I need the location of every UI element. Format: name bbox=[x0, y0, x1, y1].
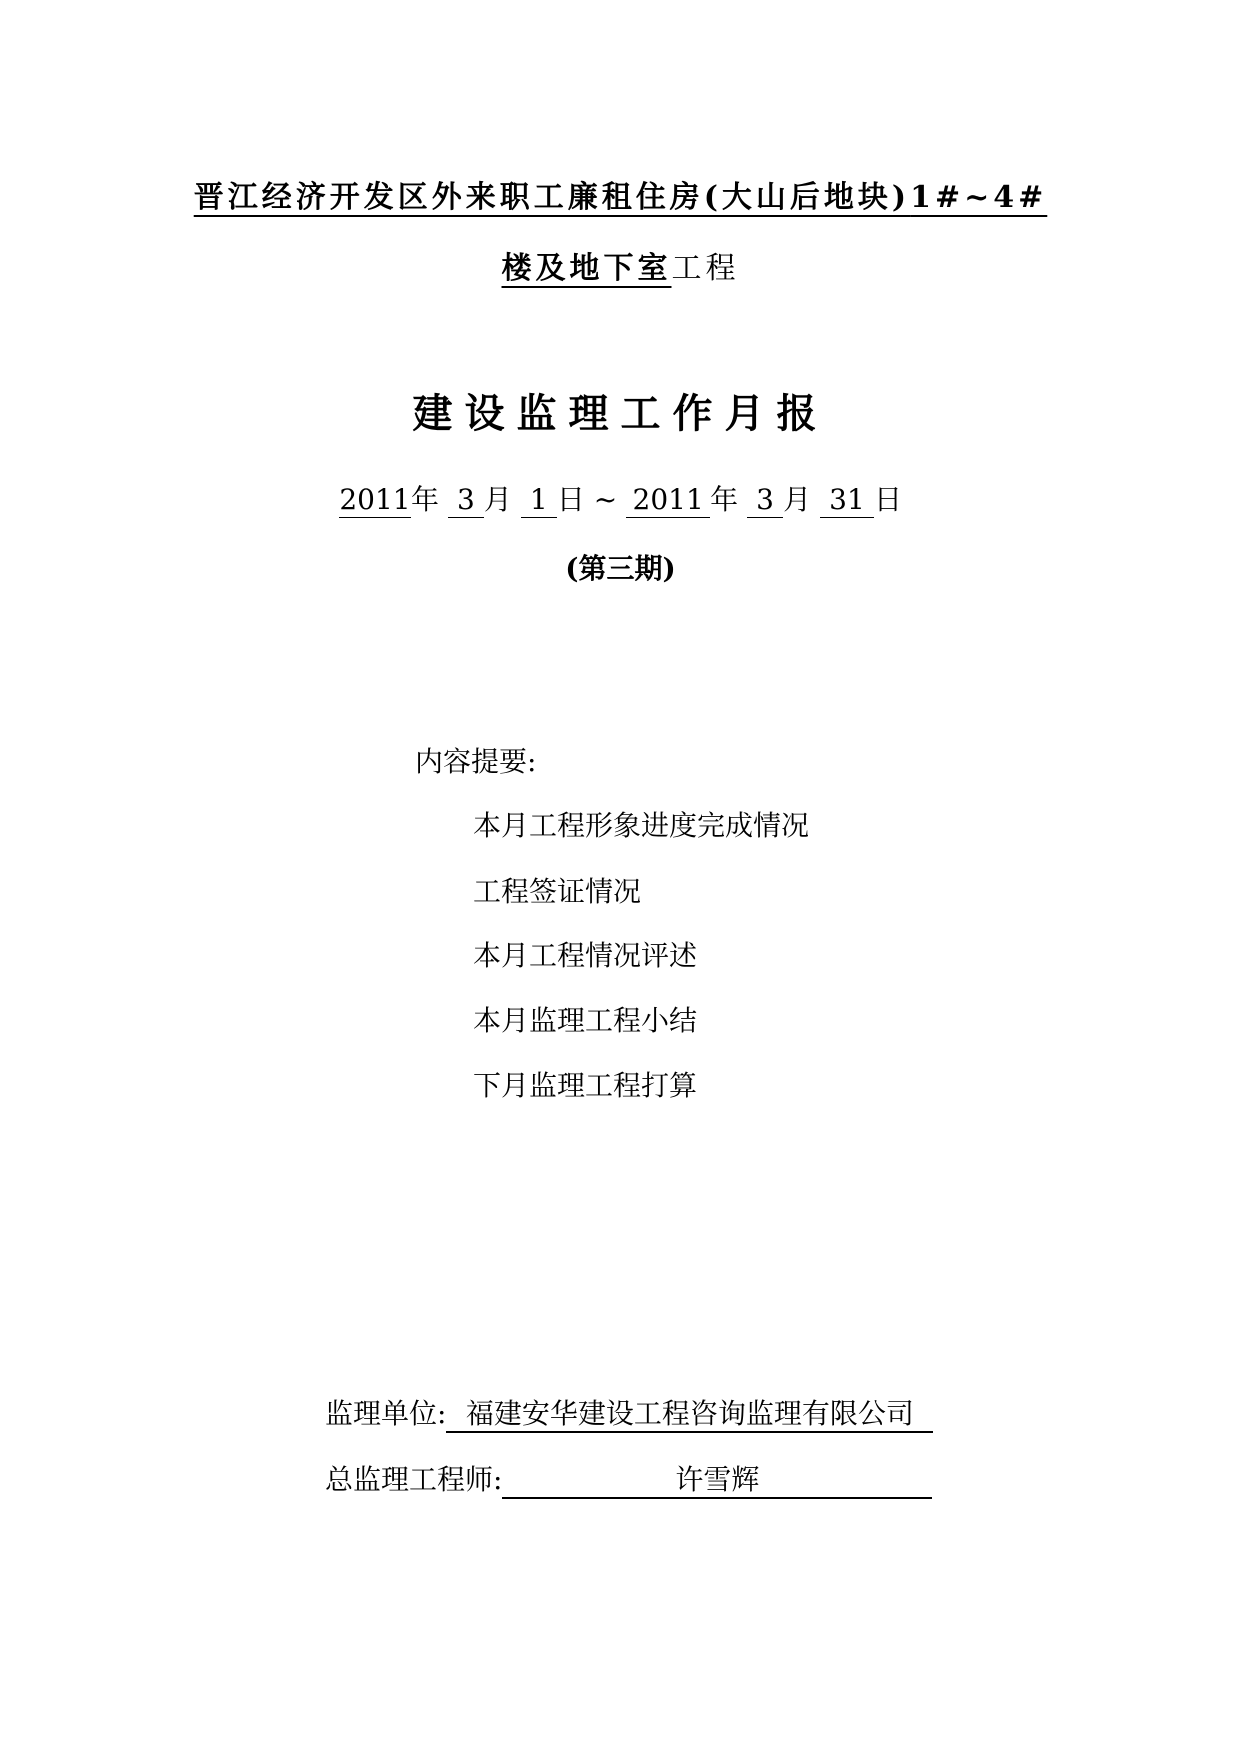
month-label: 月 bbox=[783, 483, 812, 516]
year-label: 年 bbox=[710, 483, 739, 516]
month-label: 月 bbox=[483, 483, 512, 516]
project-title-prefix: 晋江经济开发区外来职工廉租住房(大山后地块) bbox=[193, 180, 911, 215]
end-month: 3 bbox=[747, 483, 783, 518]
issue-number: (第三期) bbox=[565, 552, 676, 585]
day-label: 日 bbox=[556, 483, 585, 516]
report-period bbox=[0, 478, 1241, 518]
contents-heading: 内容提要: bbox=[415, 745, 537, 778]
report-title: 建设监理工作月报 bbox=[412, 390, 829, 437]
supervision-unit-value: 福建安华建设工程咨询监理有限公司 bbox=[446, 1396, 933, 1433]
chief-engineer-label: 总监理工程师: bbox=[325, 1463, 503, 1496]
year-label: 年 bbox=[411, 483, 440, 516]
project-title-building-range: 1#~4# bbox=[910, 180, 1048, 215]
date-separator: ~ bbox=[593, 483, 618, 516]
project-title-line-1 bbox=[0, 172, 1241, 216]
contents-item: 下月监理工程打算 bbox=[473, 1069, 698, 1102]
start-day: 1 bbox=[521, 483, 557, 518]
project-title-bold-part: 楼及地下室 bbox=[501, 251, 672, 286]
project-title-rest: 工程 bbox=[671, 251, 740, 286]
contents-item: 本月监理工程小结 bbox=[473, 1004, 698, 1037]
start-month: 3 bbox=[448, 483, 484, 518]
day-label: 日 bbox=[873, 483, 902, 516]
start-year: 2011 bbox=[339, 483, 411, 516]
chief-engineer-value: 许雪辉 bbox=[502, 1462, 932, 1499]
contents-item: 本月工程情况评述 bbox=[473, 939, 698, 972]
chief-engineer-row bbox=[325, 1458, 932, 1499]
contents-item: 本月工程形象进度完成情况 bbox=[473, 809, 810, 842]
supervision-unit-row bbox=[325, 1392, 933, 1433]
contents-item: 工程签证情况 bbox=[473, 875, 642, 908]
project-title-line-2 bbox=[0, 243, 1241, 287]
end-day: 31 bbox=[820, 483, 874, 518]
supervision-unit-label: 监理单位: bbox=[325, 1397, 447, 1430]
end-year: 2011 bbox=[626, 483, 710, 518]
